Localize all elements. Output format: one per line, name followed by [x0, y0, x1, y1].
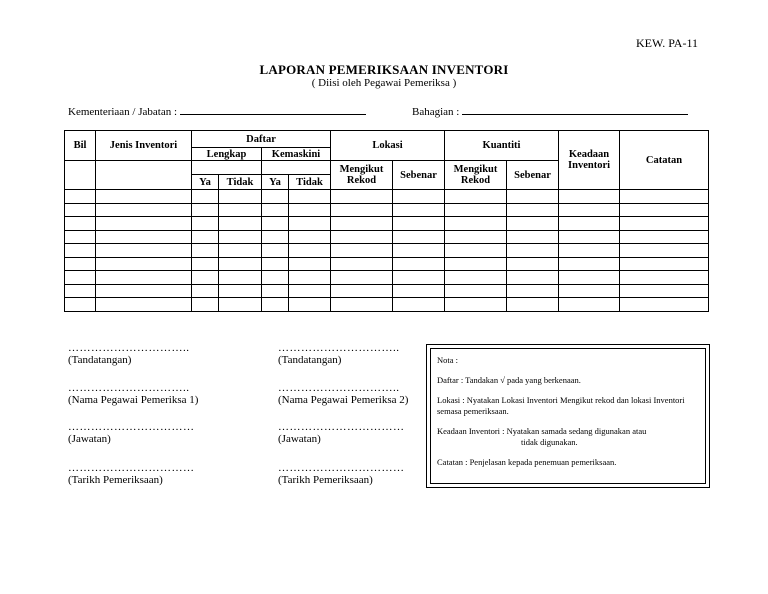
table-cell[interactable]: [65, 217, 96, 231]
nota-daftar: Daftar : Tandakan √ pada yang berkenaan.: [437, 375, 581, 385]
table-cell[interactable]: [219, 298, 262, 312]
table-cell[interactable]: [507, 257, 559, 271]
table-cell[interactable]: [192, 203, 219, 217]
signature-left-jawatan[interactable]: [68, 421, 195, 445]
table-cell[interactable]: [289, 244, 331, 258]
table-cell[interactable]: [192, 190, 219, 204]
keadaan-line1: Keadaan: [568, 149, 610, 160]
lengkap-blank: [192, 161, 262, 175]
bahagian-blank[interactable]: [462, 104, 688, 115]
table-cell[interactable]: [96, 230, 192, 244]
table-cell[interactable]: [65, 271, 96, 285]
table-cell[interactable]: [620, 203, 709, 217]
header-kuantiti: Kuantiti: [445, 131, 559, 161]
table-cell[interactable]: [620, 298, 709, 312]
table-row: [65, 230, 709, 244]
table-cell[interactable]: [445, 298, 507, 312]
table-cell[interactable]: [262, 271, 289, 285]
dots: ……………………………: [68, 421, 195, 433]
table-cell[interactable]: [96, 217, 192, 231]
table-cell[interactable]: [393, 190, 445, 204]
table-cell[interactable]: [445, 230, 507, 244]
table-cell[interactable]: [192, 230, 219, 244]
table-cell[interactable]: [393, 217, 445, 231]
table-cell[interactable]: [331, 271, 393, 285]
bil-blank: [65, 161, 96, 190]
table-cell[interactable]: [65, 284, 96, 298]
table-cell[interactable]: [445, 284, 507, 298]
table-row: [65, 217, 709, 231]
table-cell[interactable]: [262, 190, 289, 204]
table-cell[interactable]: [620, 217, 709, 231]
table-cell[interactable]: [507, 271, 559, 285]
table-cell[interactable]: [262, 203, 289, 217]
header-catatan: Catatan: [620, 131, 709, 190]
dots: ……………………………: [278, 462, 405, 474]
table-cell[interactable]: [96, 284, 192, 298]
table-cell[interactable]: [331, 257, 393, 271]
kuantiti-mengikut-line1: Mengikut: [453, 164, 498, 175]
header-keadaan-inventori: [559, 131, 620, 190]
header-lokasi-sebenar: Sebenar: [393, 161, 445, 190]
table-cell[interactable]: [192, 244, 219, 258]
table-cell[interactable]: [65, 298, 96, 312]
table-cell[interactable]: [559, 217, 620, 231]
nota-box: [426, 344, 710, 488]
table-cell[interactable]: [192, 271, 219, 285]
table-cell[interactable]: [620, 230, 709, 244]
table-cell[interactable]: [219, 203, 262, 217]
label: (Tarikh Pemeriksaan): [278, 474, 373, 486]
table-cell[interactable]: [559, 203, 620, 217]
table-cell[interactable]: [65, 230, 96, 244]
table-cell[interactable]: [559, 298, 620, 312]
table-cell[interactable]: [192, 217, 219, 231]
label: (Tarikh Pemeriksaan): [68, 474, 163, 486]
label: (Tandatangan): [68, 354, 132, 366]
table-cell[interactable]: [331, 203, 393, 217]
dots: …………………………..: [278, 342, 400, 354]
table-row: [65, 257, 709, 271]
table-cell[interactable]: [96, 298, 192, 312]
bahagian-label: Bahagian :: [412, 106, 460, 118]
table-cell[interactable]: [96, 244, 192, 258]
nota-keadaan-line1: Keadaan Inventori : Nyatakan samada sedang digunakan atau: [437, 426, 647, 436]
table-cell[interactable]: [262, 257, 289, 271]
table-cell[interactable]: [507, 217, 559, 231]
table-cell[interactable]: [219, 284, 262, 298]
table-cell[interactable]: [331, 244, 393, 258]
table-cell[interactable]: [393, 244, 445, 258]
table-cell[interactable]: [507, 298, 559, 312]
table-cell[interactable]: [620, 271, 709, 285]
header-lokasi-mengikut-rekod: [331, 161, 393, 190]
table-cell[interactable]: [289, 271, 331, 285]
table-cell[interactable]: [559, 257, 620, 271]
table-row: [65, 203, 709, 217]
table-cell[interactable]: [262, 298, 289, 312]
header-daftar: Daftar: [192, 131, 331, 148]
table-cell[interactable]: [445, 217, 507, 231]
table-cell[interactable]: [445, 257, 507, 271]
table-cell[interactable]: [192, 284, 219, 298]
header-kuantiti-mengikut-rekod: [445, 161, 507, 190]
header-lokasi: Lokasi: [331, 131, 445, 161]
table-cell[interactable]: [96, 203, 192, 217]
nota-lokasi: Lokasi : Nyatakan Lokasi Inventori Mengikut rekod dan lokasi Inventori semasa pemeriksaan.: [437, 395, 685, 416]
signature-right-tarikh[interactable]: [278, 462, 405, 486]
table-row: [65, 284, 709, 298]
table-cell[interactable]: [393, 271, 445, 285]
label: (Nama Pegawai Pemeriksa 1): [68, 394, 199, 406]
table-cell[interactable]: [331, 190, 393, 204]
table-cell[interactable]: [559, 271, 620, 285]
table-cell[interactable]: [289, 217, 331, 231]
table-cell[interactable]: [289, 298, 331, 312]
signature-right-nama[interactable]: [278, 382, 408, 406]
table-row: [65, 190, 709, 204]
table-cell[interactable]: [96, 257, 192, 271]
table-cell[interactable]: [393, 203, 445, 217]
label: (Nama Pegawai Pemeriksa 2): [278, 394, 409, 406]
dots: ……………………………: [68, 462, 195, 474]
table-cell[interactable]: [219, 244, 262, 258]
table-row: [65, 271, 709, 285]
table-cell[interactable]: [620, 190, 709, 204]
table-cell[interactable]: [620, 284, 709, 298]
kementerian-blank[interactable]: [180, 104, 366, 115]
page-subtitle: ( Diisi oleh Pegawai Pemeriksa ): [311, 77, 457, 89]
nota-inner-border: [430, 348, 706, 484]
lokasi-mengikut-line1: Mengikut: [339, 164, 384, 175]
table-cell[interactable]: [289, 257, 331, 271]
table-cell[interactable]: [559, 230, 620, 244]
table-cell[interactable]: [445, 271, 507, 285]
table-cell[interactable]: [289, 190, 331, 204]
table-cell[interactable]: [620, 244, 709, 258]
dots: ……………………………: [278, 421, 405, 433]
table-cell[interactable]: [192, 298, 219, 312]
header-kuantiti-sebenar: Sebenar: [507, 161, 559, 190]
table-cell[interactable]: [559, 190, 620, 204]
table-cell[interactable]: [393, 298, 445, 312]
table-cell[interactable]: [393, 257, 445, 271]
table-cell[interactable]: [620, 257, 709, 271]
table-cell[interactable]: [507, 190, 559, 204]
table-cell[interactable]: [219, 257, 262, 271]
dots: …………………………..: [68, 342, 190, 354]
inventory-table: [64, 130, 709, 312]
table-cell[interactable]: [331, 230, 393, 244]
header-kemaskini: Kemaskini: [262, 148, 331, 161]
table-cell[interactable]: [219, 190, 262, 204]
table-cell[interactable]: [507, 230, 559, 244]
table-row: [65, 244, 709, 258]
nota-keadaan-line2: tidak digunakan.: [521, 437, 578, 447]
table-cell[interactable]: [393, 284, 445, 298]
label: (Tandatangan): [278, 354, 342, 366]
kuantiti-mengikut-line2: Rekod: [460, 175, 491, 186]
table-cell[interactable]: [445, 203, 507, 217]
table-cell[interactable]: [507, 244, 559, 258]
table-cell[interactable]: [289, 284, 331, 298]
nota-heading: Nota :: [437, 355, 459, 365]
table-cell[interactable]: [65, 203, 96, 217]
header-lengkap-ya: Ya: [192, 175, 219, 190]
table-cell[interactable]: [262, 217, 289, 231]
kemaskini-blank: [262, 161, 331, 175]
table-cell[interactable]: [262, 230, 289, 244]
table-cell[interactable]: [445, 190, 507, 204]
dots: …………………………..: [68, 382, 190, 394]
table-cell[interactable]: [331, 217, 393, 231]
table-cell[interactable]: [65, 257, 96, 271]
header-jenis-inventori: Jenis Inventori: [96, 131, 192, 161]
keadaan-line2: Inventori: [568, 160, 611, 171]
header-lengkap: Lengkap: [192, 148, 262, 161]
label: (Jawatan): [278, 433, 321, 445]
table-cell[interactable]: [289, 230, 331, 244]
table-cell[interactable]: [96, 190, 192, 204]
table-cell[interactable]: [219, 230, 262, 244]
table-cell[interactable]: [559, 284, 620, 298]
signature-right-jawatan[interactable]: [278, 421, 405, 445]
nota-keadaan: [437, 426, 699, 448]
lokasi-mengikut-line2: Rekod: [346, 175, 377, 186]
table-cell[interactable]: [219, 217, 262, 231]
signature-left-tarikh[interactable]: [68, 462, 195, 486]
header-kemaskini-tidak: Tidak: [289, 175, 331, 190]
bahagian-field[interactable]: [412, 104, 688, 118]
table-cell[interactable]: [262, 284, 289, 298]
kementerian-label: Kementeriaan / Jabatan :: [68, 106, 178, 118]
header-lengkap-tidak: Tidak: [219, 175, 262, 190]
kementerian-field[interactable]: [68, 104, 366, 118]
table-cell[interactable]: [331, 284, 393, 298]
page-title: LAPORAN PEMERIKSAAN INVENTORI: [259, 62, 509, 77]
table-cell[interactable]: [96, 271, 192, 285]
table-row: [65, 298, 709, 312]
table-cell[interactable]: [219, 271, 262, 285]
table-cell[interactable]: [65, 190, 96, 204]
table-cell[interactable]: [192, 257, 219, 271]
table-cell[interactable]: [262, 244, 289, 258]
table-cell[interactable]: [559, 244, 620, 258]
table-cell[interactable]: [393, 230, 445, 244]
nota-catatan: Catatan : Penjelasan kepada penemuan pemeriksaan.: [437, 457, 617, 467]
signature-right-tandatangan[interactable]: [278, 342, 400, 366]
header-bil: Bil: [65, 131, 96, 161]
header-kemaskini-ya: Ya: [262, 175, 289, 190]
table-cell[interactable]: [507, 284, 559, 298]
inventory-table-body: [65, 190, 709, 312]
signature-left-tandatangan[interactable]: [68, 342, 190, 366]
table-cell[interactable]: [331, 298, 393, 312]
label: (Jawatan): [68, 433, 111, 445]
table-cell[interactable]: [445, 244, 507, 258]
signature-left-nama[interactable]: [68, 382, 198, 406]
dots: …………………………..: [278, 382, 400, 394]
table-cell[interactable]: [65, 244, 96, 258]
jenis-blank: [96, 161, 192, 190]
table-cell[interactable]: [289, 203, 331, 217]
form-code: KEW. PA-11: [635, 36, 698, 50]
table-cell[interactable]: [507, 203, 559, 217]
